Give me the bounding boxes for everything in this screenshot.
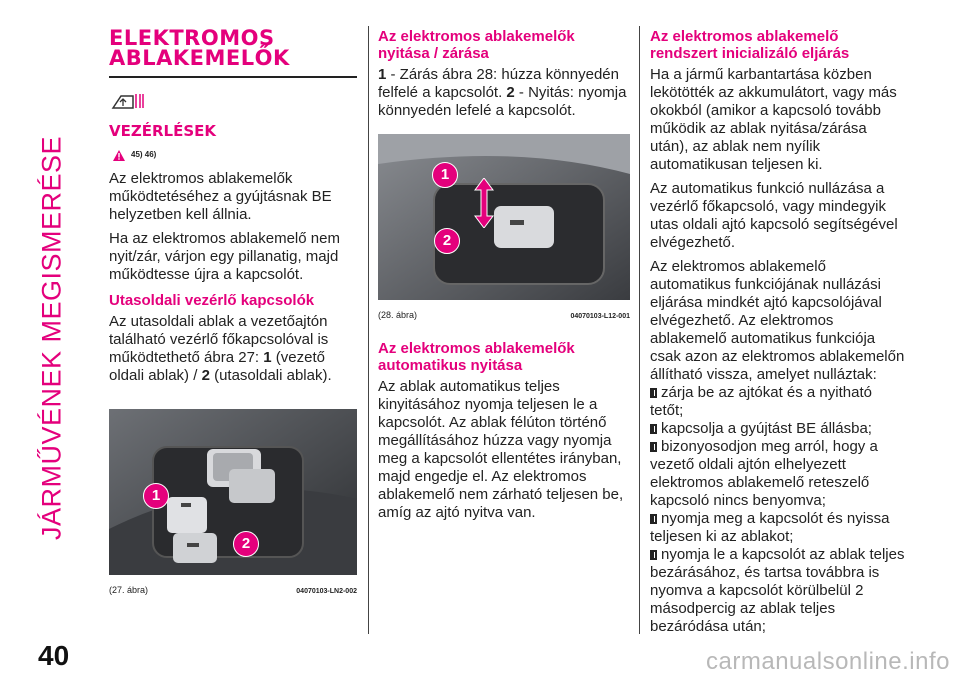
paragraph: Ha az elektromos ablakemelő nem nyit/zár, várjon egy pillanatig, majd működtesse újra a kapcsolót. xyxy=(109,230,340,283)
warning-ref-numbers: 45) 46) xyxy=(131,150,157,159)
chapter-side-title: JÁRMŰVÉNEK MEGISMERÉSE xyxy=(36,135,67,541)
list-item: bizonyosodjon meg arról, hogy a vezető oldali ajtón elhelyezett elektromos ablakemelő reteszelő kapcsoló nincs benyomva; xyxy=(650,438,878,509)
callout-1: 1 xyxy=(432,162,458,188)
figure-27-image xyxy=(109,409,357,575)
steps-list xyxy=(650,384,906,636)
paragraph: Az automatikus funkció nullázása a vezérlő főkapcsoló, vagy mindegyik utas oldali ajtó kapcsoló segítségével elvégezhető. xyxy=(650,180,898,251)
paragraph: Az utasoldali ablak a vezetőajtón található vezérlő főkapcsolóval is működtethető ábra 27: 1 (vezető oldali ablak) / 2 (utasoldali ablak). xyxy=(109,313,332,384)
callout-2: 2 xyxy=(233,531,259,557)
title-line-1: ELEKTROMOS xyxy=(109,26,275,50)
warning-refs xyxy=(113,146,357,164)
callout-2: 2 xyxy=(434,228,460,254)
figure-code: 04070103-L12-001 xyxy=(570,313,630,320)
bullet-icon xyxy=(650,550,657,560)
bullet-icon xyxy=(650,442,657,452)
bullet-icon xyxy=(650,424,657,434)
list-item: nyomja meg a kapcsolót és nyissa teljesen ki az ablakot; xyxy=(650,510,890,545)
column-divider xyxy=(639,26,640,634)
paragraph: 1 - Zárás ábra 28: húzza könnyedén felfelé a kapcsolót. 2 - Nyitás: nyomja könnyedén lefelé a kapcsolót. xyxy=(378,66,627,119)
figure-28-caption xyxy=(378,306,630,326)
title-rule xyxy=(109,76,357,78)
watermark: carmanualsonline.info xyxy=(706,648,950,675)
figure-label: (27. ábra) xyxy=(109,585,149,595)
column-divider xyxy=(368,26,369,634)
title-line-2: ABLAKEMELŐK xyxy=(109,46,290,70)
column-3 xyxy=(650,28,906,636)
paragraph: Ha a jármű karbantartása közben lekötötték az akkumulátort, vagy más okokból (amikor a kapcsoló tovább működik az ablak nyitása/zárása után), az ablak nem nyílik automatikusan teljesen ki. xyxy=(650,66,897,173)
section-heading: Az elektromos ablakemelők nyitása / zárása xyxy=(378,28,575,62)
section-heading: Utasoldali vezérlő kapcsolók xyxy=(109,292,315,309)
list-item: kapcsolja a gyújtást BE állásba; xyxy=(650,420,906,438)
column-1 xyxy=(109,28,357,601)
page-number: 40 xyxy=(38,640,70,671)
list-item: nyomja le a kapcsolót az ablak teljes bezárásához, és tartsa továbbra is nyomva a kapcsolót körülbelül 2 másodpercig az ablak teljes bezáródása után; xyxy=(650,546,905,635)
figure-28-image xyxy=(378,134,630,300)
figure-label: (28. ábra) xyxy=(378,310,418,320)
section-heading: Az elektromos ablakemelők automatikus nyitása xyxy=(378,340,575,374)
page-title xyxy=(109,28,357,68)
column-2 xyxy=(378,28,630,528)
list-item: zárja be az ajtókat és a nyitható tetőt; xyxy=(650,384,872,419)
figure-27-caption xyxy=(109,581,357,601)
paragraph: Az elektromos ablakemelő automatikus funkciójának nullázási eljárása mindkét ajtó kapcsolójával elvégezhető. Az elektromos ablakemelő automatikus funkciója csak azon az elektromos ablakemelőn állítható vissza, amelyet nulláztak: xyxy=(650,258,905,383)
warning-triangle-icon xyxy=(113,150,125,161)
figure-code: 04070103-LN2-002 xyxy=(296,588,357,595)
up-down-arrow-icon xyxy=(474,178,494,228)
paragraph: Az ablak automatikus teljes kinyitásához nyomja teljesen le a kapcsolót. Az ablak félúton történő megállításához húzza vagy nyomja meg a kapcsolót ellentétes irányban, majd engedje el. Az elektromos ablakemelő nem zárható teljesen be, amíg az ajtó nyitva van. xyxy=(378,378,624,521)
section-heading: Az elektromos ablakemelő rendszert inicializáló eljárás xyxy=(650,28,850,62)
window-control-icon xyxy=(111,90,357,112)
bullet-icon xyxy=(650,388,657,398)
callout-1: 1 xyxy=(143,483,169,509)
paragraph: Az elektromos ablakemelők működtetéséhez a gyújtásnak BE helyzetben kell állnia. xyxy=(109,170,332,223)
bullet-icon xyxy=(650,514,657,524)
section-subtitle: VEZÉRLÉSEK xyxy=(109,122,217,140)
